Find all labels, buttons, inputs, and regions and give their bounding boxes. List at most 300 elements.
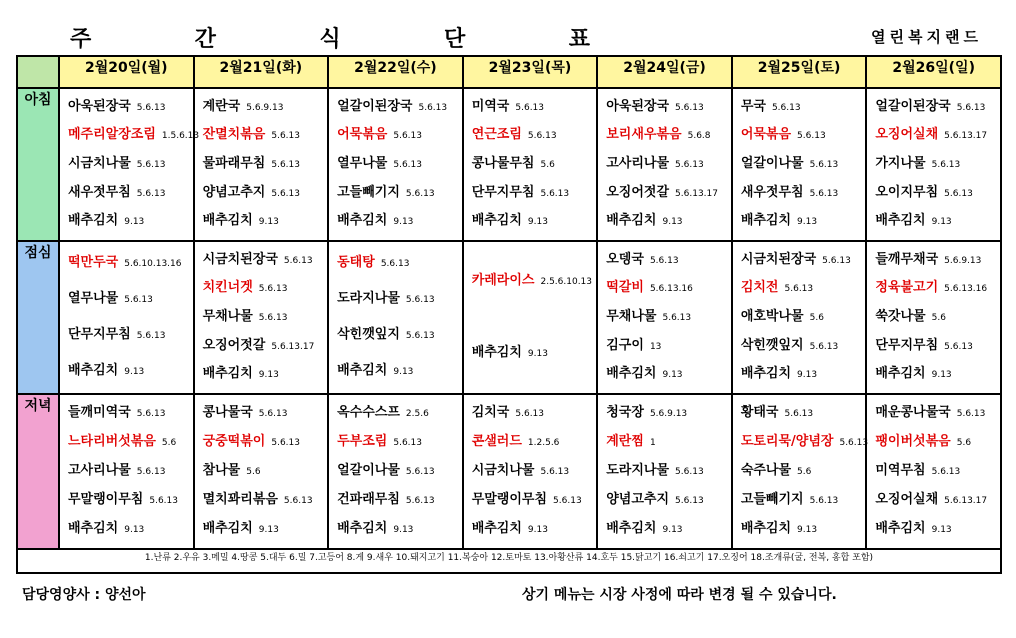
allergen-code: 5.6.13 xyxy=(771,102,801,113)
allergen-code: 5.6.13 xyxy=(418,102,448,113)
menu-item-name: 두부조림 xyxy=(337,434,388,449)
allergen-code: 9.13 xyxy=(258,217,279,228)
allergen-code: 5.6.13 xyxy=(258,284,288,295)
menu-item xyxy=(466,156,595,173)
allergen-code: 5.6.13 xyxy=(809,341,839,352)
menu-item-name: 배추김치 xyxy=(337,213,388,229)
menu-item-name: 오징어젓갈 xyxy=(202,337,266,353)
menu-item-name: 계란국 xyxy=(202,98,241,114)
day-header: 2월20일(월) xyxy=(59,56,194,88)
menu-item xyxy=(331,185,460,202)
allergen-code: 5.6.13 xyxy=(797,131,826,142)
menu-item xyxy=(62,291,191,308)
menu-item xyxy=(600,213,729,230)
menu-item-name: 단무지무침 xyxy=(68,326,131,342)
menu-item-name: 오징어실채 xyxy=(875,127,939,143)
page-title xyxy=(70,22,590,52)
menu-item xyxy=(331,156,460,173)
menu-item-name: 숙주나물 xyxy=(740,463,792,478)
menu-item-name: 고사리나물 xyxy=(68,463,131,478)
menu-item-name: 배추김치 xyxy=(606,366,657,382)
menu-item xyxy=(197,99,326,116)
allergen-code: 5.6.13 xyxy=(405,188,435,199)
allergen-code: 5.6.13 xyxy=(405,496,435,506)
menu-item-name: 배추김치 xyxy=(68,213,119,229)
allergen-code: 5.6.13 xyxy=(136,188,166,199)
allergen-code: 13 xyxy=(649,341,662,352)
menu-cell xyxy=(597,88,732,241)
day-header: 2월23일(목) xyxy=(463,56,598,88)
allergen-code: 5.6.9.13 xyxy=(246,102,284,113)
menu-item xyxy=(600,492,729,509)
menu-item xyxy=(869,492,998,509)
allergen-code: 5.6.13 xyxy=(515,409,545,419)
menu-item-name: 미역무침 xyxy=(875,463,926,478)
meal-label: 저녁 xyxy=(17,394,59,549)
menu-item-list xyxy=(867,395,1000,548)
menu-item-name: 김구이 xyxy=(606,337,644,353)
menu-item-name: 메주리알장조림 xyxy=(68,127,156,143)
menu-item xyxy=(331,99,460,116)
menu-item-name: 오뎅국 xyxy=(606,251,644,267)
allergen-code: 5.6.13 xyxy=(527,131,557,142)
allergen-code: 5.6.13 xyxy=(540,467,570,477)
menu-item-list xyxy=(329,395,462,548)
allergen-code: 5.6.13 xyxy=(136,467,166,477)
day-header: 2월25일(토) xyxy=(732,56,867,88)
menu-item xyxy=(62,255,191,272)
day-header: 2월26일(일) xyxy=(866,56,1001,88)
menu-item-name: 동태탕 xyxy=(337,255,375,271)
menu-item-list xyxy=(598,89,731,240)
menu-item xyxy=(331,291,460,308)
menu-item-list xyxy=(60,242,193,393)
menu-item xyxy=(466,345,595,362)
menu-item-name: 애호박나물 xyxy=(740,308,804,324)
menu-item xyxy=(600,434,729,451)
menu-cell xyxy=(866,241,1001,394)
menu-cell xyxy=(328,241,463,394)
menu-item xyxy=(62,363,191,380)
menu-item xyxy=(735,405,864,422)
menu-item-name: 배추김치 xyxy=(68,521,119,536)
menu-item xyxy=(869,338,998,355)
title-char: 표 xyxy=(568,27,590,52)
menu-item xyxy=(869,127,998,144)
menu-item-name: 배추김치 xyxy=(471,521,522,536)
menu-item-name: 시금치된장국 xyxy=(202,251,278,267)
allergen-code: 1.2.5.6 xyxy=(527,438,560,448)
menu-item-name: 들깨무채국 xyxy=(875,251,939,267)
day-header: 2월22일(수) xyxy=(328,56,463,88)
menu-item xyxy=(331,434,460,451)
menu-item xyxy=(62,99,191,116)
menu-item-name: 얼갈이된장국 xyxy=(337,98,413,114)
allergen-code: 9.13 xyxy=(393,366,414,377)
menu-item xyxy=(735,366,864,383)
allergen-code: 9.13 xyxy=(393,217,414,228)
menu-item-name: 배추김치 xyxy=(606,521,657,536)
menu-item xyxy=(62,521,191,538)
menu-item xyxy=(62,463,191,480)
allergen-code: 5.6.13 xyxy=(271,159,300,170)
allergen-code: 5.6.13 xyxy=(271,438,300,448)
allergen-code: 5.6.13 xyxy=(515,102,545,113)
menu-item-name: 치킨너겟 xyxy=(202,280,253,296)
menu-item-name: 아욱된장국 xyxy=(68,98,131,114)
menu-item-name: 얼갈이나물 xyxy=(740,155,804,171)
menu-item-name: 열무나물 xyxy=(337,155,388,171)
menu-item-list xyxy=(598,395,731,548)
menu-item-name: 열무나물 xyxy=(68,291,119,307)
menu-item-name: 들깨미역국 xyxy=(68,405,131,420)
menu-item xyxy=(197,213,326,230)
menu-item xyxy=(735,280,864,297)
menu-item xyxy=(62,327,191,344)
allergen-code: 5.6.13 xyxy=(124,295,153,306)
day-header-row xyxy=(17,56,1001,88)
menu-item xyxy=(735,127,864,144)
allergen-code: 5.6.13.17 xyxy=(944,496,988,506)
menu-item-name: 배추김치 xyxy=(875,521,926,536)
menu-item-name: 배추김치 xyxy=(471,344,522,360)
allergen-code: 5.6.13 xyxy=(931,159,961,170)
menu-item-name: 김치국 xyxy=(471,405,510,420)
menu-item xyxy=(735,185,864,202)
menu-item xyxy=(197,338,326,355)
menu-item xyxy=(466,99,595,116)
menu-item-name: 도토리묵/양념장 xyxy=(740,434,834,449)
menu-item xyxy=(735,156,864,173)
meal-row xyxy=(17,241,1001,394)
menu-cell xyxy=(732,88,867,241)
menu-item xyxy=(869,280,998,297)
allergen-code: 5.6.13 xyxy=(136,102,166,113)
menu-item xyxy=(869,434,998,451)
allergen-code: 9.13 xyxy=(931,525,952,535)
allergen-code: 9.13 xyxy=(124,217,145,228)
allergen-code: 9.13 xyxy=(124,525,145,535)
menu-item xyxy=(197,156,326,173)
allergen-code: 5.6.13 xyxy=(405,295,435,306)
meal-row xyxy=(17,88,1001,241)
menu-item xyxy=(197,492,326,509)
allergen-code: 5.6.13 xyxy=(258,409,288,419)
menu-item xyxy=(466,434,595,451)
allergen-code: 5.6 xyxy=(540,159,555,170)
menu-item xyxy=(331,521,460,538)
menu-item-name: 배추김치 xyxy=(740,366,792,382)
menu-item xyxy=(331,213,460,230)
menu-item-name: 배추김치 xyxy=(202,521,253,536)
menu-item xyxy=(466,521,595,538)
menu-cell xyxy=(463,394,598,549)
allergen-code: 1.5.6.13 xyxy=(161,131,200,142)
menu-item-name: 가지나물 xyxy=(875,155,926,171)
allergen-code: 5.6.13 xyxy=(393,131,422,142)
title-char: 간 xyxy=(194,27,216,52)
menu-item xyxy=(197,521,326,538)
allergen-code: 5.6.13 xyxy=(283,255,313,266)
menu-cell xyxy=(59,241,194,394)
menu-item-name: 배추김치 xyxy=(202,213,253,229)
menu-item xyxy=(600,185,729,202)
menu-item-name: 고들빼기지 xyxy=(740,492,804,507)
allergen-code: 2.5.6.10.13 xyxy=(540,277,593,288)
menu-item-name: 콩나물국 xyxy=(202,405,253,420)
menu-item-name: 황태국 xyxy=(740,405,779,420)
menu-item xyxy=(331,492,460,509)
menu-item-name: 무말랭이무침 xyxy=(471,492,548,507)
allergen-code: 5.6.13 xyxy=(540,188,570,199)
menu-item xyxy=(600,366,729,383)
menu-item-name: 건파래무침 xyxy=(337,492,400,507)
menu-cell xyxy=(59,88,200,241)
menu-item-list xyxy=(60,89,200,240)
menu-item xyxy=(735,309,864,326)
menu-item xyxy=(197,280,326,297)
allergen-code: 5.6.13 xyxy=(839,438,869,448)
menu-item-name: 새우젓무침 xyxy=(740,184,804,200)
menu-item-name: 얼갈이된장국 xyxy=(875,98,951,114)
menu-cell xyxy=(597,241,732,394)
meal-label: 점심 xyxy=(17,241,59,394)
menu-item xyxy=(600,127,729,144)
menu-item xyxy=(600,463,729,480)
menu-item-name: 어묵볶음 xyxy=(740,127,792,143)
menu-item-name: 매운콩나물국 xyxy=(875,405,951,420)
menu-item xyxy=(869,405,998,422)
menu-item xyxy=(466,463,595,480)
menu-item-list xyxy=(464,89,597,240)
menu-item-name: 아욱된장국 xyxy=(606,98,670,114)
menu-item-name: 물파래무침 xyxy=(202,155,266,171)
menu-item-name: 김치전 xyxy=(740,280,779,296)
menu-item-name: 배추김치 xyxy=(740,213,792,229)
menu-item xyxy=(735,463,864,480)
menu-item xyxy=(331,405,460,422)
menu-item xyxy=(600,405,729,422)
menu-item-name: 삭힌깻잎지 xyxy=(337,326,400,342)
dietitian-label: 담당영양사 : 양선아 xyxy=(22,587,146,603)
menu-item xyxy=(466,185,595,202)
menu-item-name: 떡만두국 xyxy=(68,255,119,271)
allergen-code: 9.13 xyxy=(527,525,548,535)
day-header: 2월21일(화) xyxy=(194,56,329,88)
menu-item xyxy=(62,127,200,144)
menu-cell xyxy=(866,88,1001,241)
allergen-code: 5.6.9.13 xyxy=(649,409,688,419)
allergen-code: 5.6.13 xyxy=(405,330,435,341)
menu-cell xyxy=(59,394,194,549)
menu-item-name: 시금치나물 xyxy=(471,463,535,478)
allergen-code: 5.6.13 xyxy=(149,496,178,506)
menu-item-name: 무채나물 xyxy=(202,308,253,324)
menu-item-name: 계란찜 xyxy=(606,434,644,449)
menu-item xyxy=(869,309,998,326)
allergen-code: 2.5.6 xyxy=(405,409,429,419)
allergen-code: 5.6.13 xyxy=(649,255,679,266)
menu-item-name: 고사리나물 xyxy=(606,155,670,171)
menu-cell xyxy=(732,241,867,394)
menu-cell xyxy=(194,241,329,394)
menu-item xyxy=(735,213,864,230)
menu-cell xyxy=(194,88,329,241)
menu-item-name: 떡갈비 xyxy=(606,280,644,296)
menu-item xyxy=(331,463,460,480)
allergen-code: 5.6.13.17 xyxy=(675,188,718,199)
menu-item xyxy=(331,255,460,272)
menu-item-name: 새우젓무침 xyxy=(68,184,131,200)
menu-item-name: 도라지나물 xyxy=(337,291,400,307)
allergen-code: 5.6.13 xyxy=(809,496,839,506)
allergen-code: 5.6.13 xyxy=(675,159,704,170)
menu-item xyxy=(735,434,869,451)
menu-item-name: 배추김치 xyxy=(875,213,926,229)
menu-cell xyxy=(328,88,463,241)
menu-cell xyxy=(732,394,867,549)
menu-item xyxy=(62,156,191,173)
menu-item-name: 배추김치 xyxy=(337,362,388,378)
menu-item xyxy=(869,156,998,173)
allergen-code: 5.6.10.13.16 xyxy=(124,259,182,270)
menu-cell xyxy=(463,88,598,241)
menu-item-name: 단무지무침 xyxy=(875,337,939,353)
title-char: 단 xyxy=(444,27,466,52)
allergen-code: 9.13 xyxy=(931,370,952,381)
menu-item-name: 궁중떡볶이 xyxy=(202,434,266,449)
allergen-code: 5.6.13 xyxy=(822,255,851,266)
allergen-code: 9.13 xyxy=(662,525,683,535)
menu-item-list xyxy=(464,242,597,393)
menu-item xyxy=(331,363,460,380)
allergen-code: 5.6 xyxy=(797,467,812,477)
menu-item xyxy=(869,252,998,269)
allergen-code: 5.6.13 xyxy=(944,341,973,352)
menu-item xyxy=(735,99,864,116)
allergen-code: 5.6.13 xyxy=(675,496,704,506)
allergen-code: 5.6.13 xyxy=(784,409,814,419)
menu-item xyxy=(600,309,729,326)
day-header: 2월24일(금) xyxy=(597,56,732,88)
allergen-code: 9.13 xyxy=(797,525,818,535)
allergen-code: 5.6.13 xyxy=(784,284,814,295)
allergen-code: 9.13 xyxy=(797,217,818,228)
menu-item xyxy=(600,280,729,297)
menu-item-name: 오이지무침 xyxy=(875,184,939,200)
allergen-code: 5.6.13 xyxy=(258,312,288,323)
allergen-code: 9.13 xyxy=(931,217,952,228)
menu-item-name: 배추김치 xyxy=(606,213,657,229)
menu-item xyxy=(466,213,595,230)
allergen-code: 9.13 xyxy=(662,217,683,228)
allergen-code: 5.6.13.17 xyxy=(944,131,988,142)
allergen-code: 9.13 xyxy=(393,525,414,535)
menu-item-name: 느타리버섯볶음 xyxy=(68,434,156,449)
menu-item-name: 카레라이스 xyxy=(471,273,535,289)
menu-item-name: 콘샐러드 xyxy=(471,434,522,449)
menu-item xyxy=(197,405,326,422)
allergen-code: 5.6.13 xyxy=(136,330,166,341)
allergen-code: 9.13 xyxy=(527,217,548,228)
menu-item-list xyxy=(464,395,597,548)
allergen-code: 5.6 xyxy=(956,438,972,448)
menu-item-name: 시금치된장국 xyxy=(740,251,817,267)
menu-item xyxy=(869,185,998,202)
menu-item-list xyxy=(733,89,866,240)
menu-item-name: 무말랭이무침 xyxy=(68,492,144,507)
allergen-code: 5.6.13 xyxy=(956,102,986,113)
menu-item-name: 미역국 xyxy=(471,98,510,114)
menu-item-name: 배추김치 xyxy=(875,366,926,382)
menu-item-name: 연근조림 xyxy=(471,127,522,143)
menu-item xyxy=(466,273,595,290)
menu-item-name: 삭힌깻잎지 xyxy=(740,337,804,353)
allergen-code: 5.6.13 xyxy=(675,102,704,113)
menu-item-name: 보리새우볶음 xyxy=(606,127,682,143)
menu-item-list xyxy=(195,89,328,240)
menu-item xyxy=(735,492,864,509)
allergen-code: 5.6.13 xyxy=(553,496,582,506)
allergen-code: 5.6 xyxy=(931,312,946,323)
menu-item-name: 도라지나물 xyxy=(606,463,670,478)
allergen-code: 5.6.13.17 xyxy=(271,341,315,352)
menu-cell xyxy=(866,394,1001,549)
menu-item-name: 잔멸치볶음 xyxy=(202,127,266,143)
allergen-code: 5.6 xyxy=(809,312,824,323)
menu-item-name: 팽이버섯볶음 xyxy=(875,434,951,449)
menu-item-list xyxy=(329,89,462,240)
allergen-code: 5.6.13 xyxy=(393,159,422,170)
allergen-code: 5.6.13 xyxy=(393,438,422,448)
menu-item-name: 정육불고기 xyxy=(875,280,939,296)
allergen-code: 5.6.13 xyxy=(931,467,961,477)
allergen-code: 5.6.13 xyxy=(271,131,300,142)
menu-item xyxy=(197,309,326,326)
menu-item-name: 양념고추지 xyxy=(606,492,670,507)
allergen-code: 5.6.9.13 xyxy=(944,255,982,266)
menu-item xyxy=(735,521,864,538)
menu-item xyxy=(62,405,191,422)
menu-item xyxy=(869,463,998,480)
allergen-code: 9.13 xyxy=(258,370,279,381)
menu-item-list xyxy=(867,89,1000,240)
allergen-code: 5.6.13 xyxy=(956,409,986,419)
menu-cell xyxy=(194,394,329,549)
menu-change-notice: 상기 메뉴는 시장 사정에 따라 변경 될 수 있습니다. xyxy=(522,587,837,603)
menu-item-list xyxy=(329,242,462,393)
menu-item xyxy=(197,185,326,202)
menu-item xyxy=(466,405,595,422)
allergen-code: 5.6.13 xyxy=(271,188,300,199)
allergen-code: 5.6.13 xyxy=(944,188,973,199)
allergen-code: 5.6.13 xyxy=(809,188,839,199)
menu-item xyxy=(735,338,864,355)
allergen-code: 5.6.13 xyxy=(405,467,435,477)
menu-item-name: 멸치꽈리볶음 xyxy=(202,492,278,507)
menu-item-name: 쑥갓나물 xyxy=(875,308,926,324)
menu-item-name: 무채나물 xyxy=(606,308,657,324)
menu-item-name: 단무지무침 xyxy=(471,184,535,200)
menu-cell xyxy=(463,241,598,394)
menu-item xyxy=(62,185,191,202)
menu-item-name: 청국장 xyxy=(606,405,644,420)
allergen-code: 5.6.13 xyxy=(809,159,839,170)
allergen-code: 5.6.13.16 xyxy=(944,284,988,295)
menu-item-name: 참나물 xyxy=(202,463,241,478)
menu-item xyxy=(600,521,729,538)
allergen-code: 5.6.13 xyxy=(283,496,313,506)
